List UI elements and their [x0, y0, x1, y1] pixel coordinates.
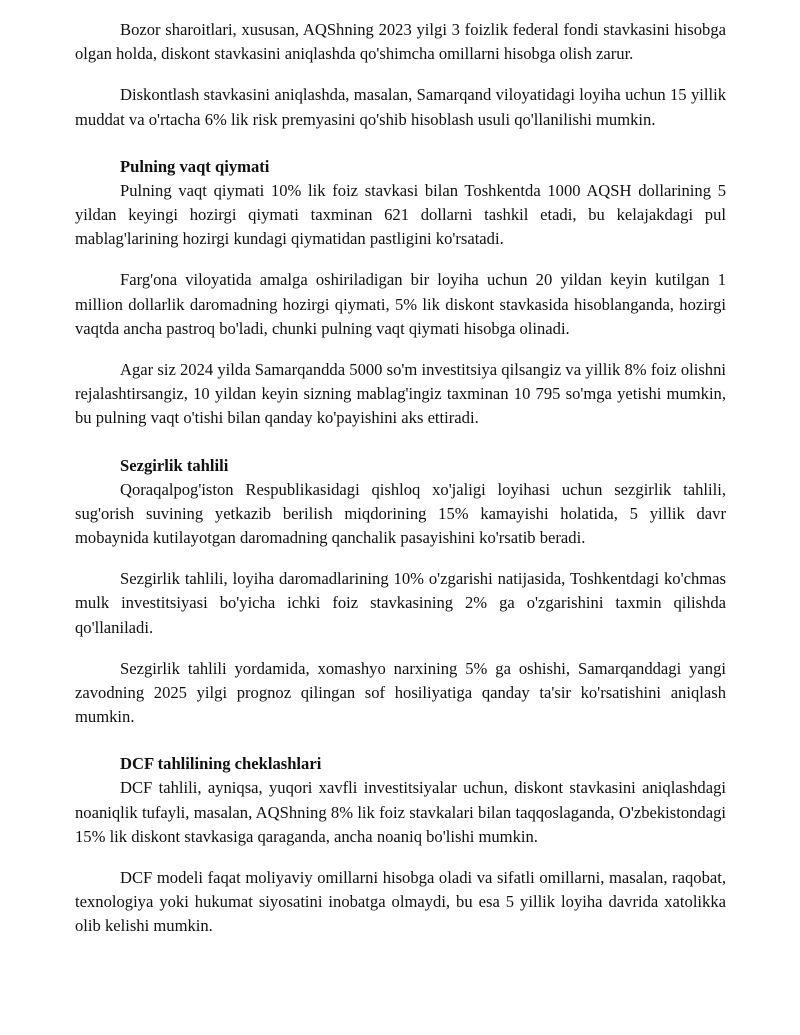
section-paragraph: Agar siz 2024 yilda Samarqandda 5000 so'm investitsiya qilsangiz va yillik 8% foiz olishni rejalashtirsangiz, 10 yildan keyin sizning mablag'ingiz taxminan 10 795 so'mga yetishi mumkin, bu pulning vaqt o'tishi bilan qanday ko'payishini aks ettiradi.	[75, 360, 726, 428]
section-sensitivity	[75, 454, 726, 730]
section-heading: DCF tahlilining cheklashlari	[120, 754, 322, 774]
document-page	[75, 18, 726, 956]
section-dcf-limitations	[75, 752, 726, 938]
section-paragraph: DCF tahlili, ayniqsa, yuqori xavfli investitsiyalar uchun, diskont stavkasini aniqlashdagi noaniqlik tufayli, masalan, AQShning 8% lik foiz stavkalari bilan taqqoslaganda, O'zbekistondagi 15% lik diskont stavkasiga qaraganda, ancha noaniq bo'lishi mumkin.	[75, 778, 726, 846]
paragraph-intro-1: Bozor sharoitlari, xususan, AQShning 2023 yilgi 3 foizlik federal fondi stavkasini hisobga olgan holda, diskont stavkasini aniqlashda qo'shimcha omillarni hisobga olish zarur.	[75, 20, 726, 64]
section-time-value	[75, 155, 726, 431]
section-paragraph: Farg'ona viloyatida amalga oshiriladigan bir loyiha uchun 20 yildan keyin kutilgan 1 million dollarlik daromadning hozirgi qiymati, 5% lik diskont stavkasida hisoblanganda, hozirgi vaqtda ancha pastroq bo'ladi, chunki pulning vaqt qiymati hisobga olinadi.	[75, 270, 726, 338]
section-heading: Sezgirlik tahlili	[120, 455, 229, 475]
section-paragraph: DCF modeli faqat moliyaviy omillarni hisobga oladi va sifatli omillarni, masalan, raqobat, texnologiya yoki hukumat siyosatini inobatga olmaydi, bu esa 5 yillik loyiha davrida xatolikka olib kelishi mumkin.	[75, 868, 726, 936]
section-paragraph: Sezgirlik tahlili, loyiha daromadlarining 10% o'zgarishi natijasida, Toshkentdagi ko'chmas mulk investitsiyasi bo'yicha ichki foiz stavkasining 2% ga o'zgarishini taxmin qilishda qo'llaniladi.	[75, 569, 726, 637]
paragraph-intro-2: Diskontlash stavkasini aniqlashda, masalan, Samarqand viloyatidagi loyiha uchun 15 yillik muddat va o'rtacha 6% lik risk premyasini qo'shib hisoblash usuli qo'llanilishi mumkin.	[75, 85, 726, 129]
section-paragraph: Sezgirlik tahlili yordamida, xomashyo narxining 5% ga oshishi, Samarqanddagi yangi zavodning 2025 yilgi prognoz qilingan sof hosiliyatiga qanday ta'sir ko'rsatishini aniqlash mumkin.	[75, 658, 726, 727]
section-paragraph: Qoraqalpog'iston Respublikasidagi qishloq xo'jaligi loyihasi uchun sezgirlik tahlili, sug'orish suvining yetkazib berilish miqdorining 15% kamayishi holatida, 5 yillik davr mobaynida kutilayotgan daromadning qanchalik pasayishini ko'rsatib beradi.	[75, 479, 726, 548]
section-paragraph: Pulning vaqt qiymati 10% lik foiz stavkasi bilan Toshkentda 1000 AQSH dollarining 5 yildan keyingi hozirgi qiymati taxminan 621 dollarni tashkil etadi, bu kelajakdagi pul mablag'larining hozirgi kundagi qiymatidan pastligini ko'rsatadi.	[75, 180, 726, 249]
section-heading: Pulning vaqt qiymati	[120, 156, 270, 176]
